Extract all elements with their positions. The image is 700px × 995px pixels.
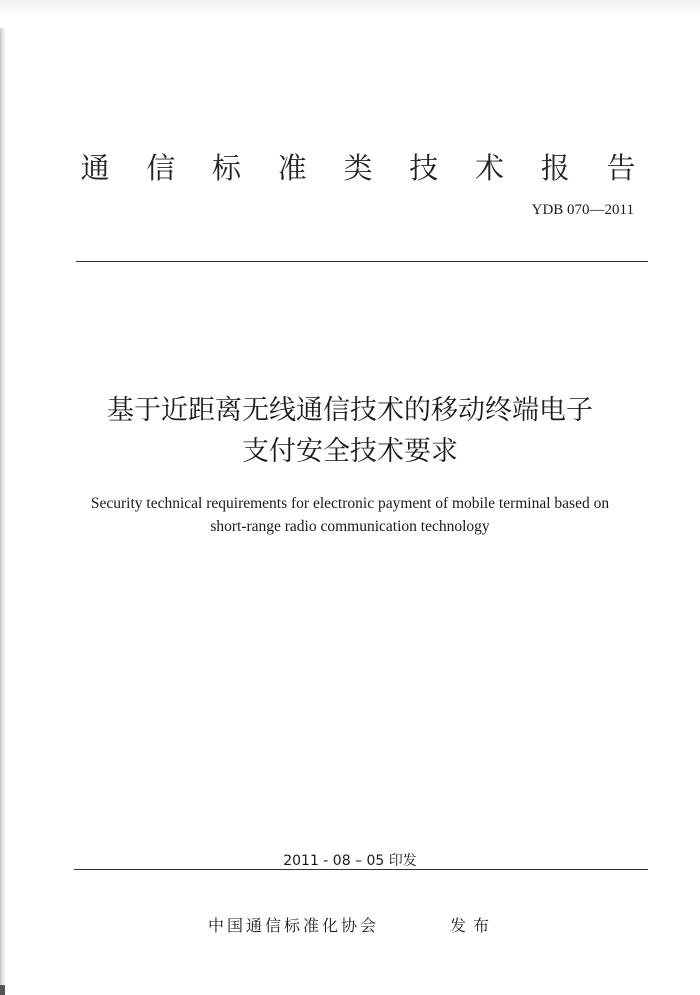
scan-corner-mark xyxy=(0,985,5,995)
report-type-char: 技 xyxy=(409,151,439,185)
publish-label: 发布 xyxy=(450,916,497,935)
chinese-title xyxy=(0,390,700,472)
report-type-char: 信 xyxy=(146,151,176,185)
report-type-char: 报 xyxy=(540,151,570,185)
footer-divider xyxy=(74,869,648,870)
report-type-char: 术 xyxy=(474,151,504,185)
publisher-name: 中国通信标准化协会 xyxy=(208,916,380,935)
english-title-line-1: Security technical requirements for electronic payment of mobile terminal based on xyxy=(90,495,610,512)
report-type-char: 准 xyxy=(277,151,307,185)
report-type-char: 标 xyxy=(211,151,241,185)
english-title xyxy=(0,492,700,538)
header-divider xyxy=(76,261,648,262)
document-number: YDB 070—2011 xyxy=(531,202,634,218)
report-type-char: 告 xyxy=(606,151,636,185)
report-type-heading xyxy=(78,146,638,187)
page-top-edge xyxy=(0,0,700,16)
report-type-char: 类 xyxy=(343,151,373,185)
chinese-title-line-2: 支付安全技术要求 xyxy=(242,436,458,467)
report-type-char: 通 xyxy=(80,151,110,185)
print-date: 2011 - 08 – 05 印发 xyxy=(283,853,417,869)
english-title-line-2: short-range radio communication technology xyxy=(210,518,490,535)
chinese-title-line-1: 基于近距离无线通信技术的移动终端电子 xyxy=(107,395,593,426)
